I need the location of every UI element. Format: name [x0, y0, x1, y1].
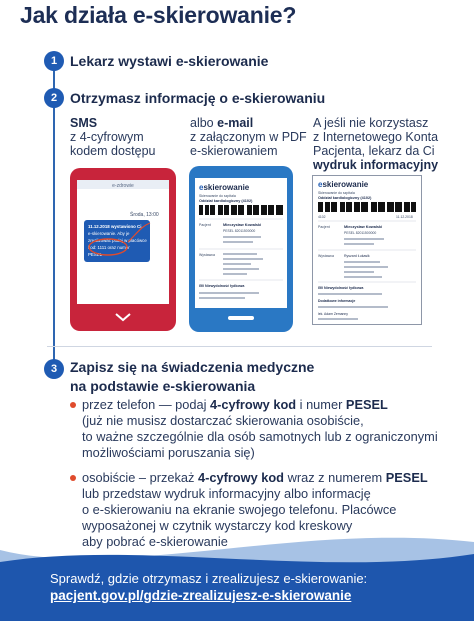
svg-text:Pacjent: Pacjent	[199, 223, 211, 227]
svg-text:Wystawca: Wystawca	[199, 253, 215, 257]
svg-text:11.12.2018 wystawiono Ci: 11.12.2018 wystawiono Ci	[88, 224, 142, 229]
sms-app-header: e-zdrowie	[112, 183, 134, 189]
svg-text:Oddział kardiologiczny (4102): Oddział kardiologiczny (4102)	[318, 196, 372, 200]
list-item: przez telefon — podaj 4-cyfrowy kod i numer PESEL (już nie musisz dostarczać skierowania osobiście, to ważne szczególnie dla osób samotnych lub z ograniczonymi możliwościami poruszania się)	[70, 397, 445, 461]
section-divider	[47, 346, 432, 347]
printout-illustration	[312, 175, 422, 325]
svg-text:4102: 4102	[318, 215, 326, 219]
svg-text:zrealizować podaj w placówce: zrealizować podaj w placówce	[88, 238, 147, 243]
step-1-title: Lekarz wystawi e-skierowanie	[70, 53, 269, 69]
svg-text:Mieczysław Kowalski: Mieczysław Kowalski	[344, 225, 383, 229]
svg-text:Skierowanie do szpitala: Skierowanie do szpitala	[199, 194, 236, 198]
svg-text:Pacjent: Pacjent	[318, 225, 330, 229]
list-item: osobiście – przekaż 4-cyfrowy kod wraz z numerem PESEL lub przedstaw wydruk informacyjny albo informację o e-skierowaniu na ekranie swojego telefonu. Placówce wyposażonej w czytnik wystarczy kod kreskowy aby pobrać e-skierowanie	[70, 470, 445, 550]
barcode	[199, 205, 283, 215]
page-title: Jak działa e-skierowanie?	[20, 2, 297, 28]
svg-text:Ryszard Łukasik: Ryszard Łukasik	[344, 254, 370, 258]
svg-text:e-skierowanie. Aby je: e-skierowanie. Aby je	[88, 231, 130, 236]
step-2-number: 2	[44, 88, 64, 108]
footer-text: Sprawdź, gdzie otrzymasz i zrealizujesz e-skierowanie:	[50, 571, 368, 586]
svg-text:Wystawca: Wystawca	[318, 254, 334, 258]
email-option-label: albo e-mail z załączonym w PDF e-skierowaniem	[190, 116, 307, 158]
home-button-icon	[228, 316, 254, 320]
svg-text:Mieczysław Kowalski: Mieczysław Kowalski	[223, 223, 262, 227]
step-1-number: 1	[44, 51, 64, 71]
email-phone-illustration	[189, 166, 293, 332]
doc-logo: eskierowanie	[318, 180, 369, 189]
step-2-title: Otrzymasz informację o e-skierowaniu	[70, 90, 326, 106]
sms-phone-illustration	[70, 168, 176, 331]
svg-text:lek. Adam Zemanny: lek. Adam Zemanny	[318, 312, 348, 316]
svg-text:Dodatkowe informacje: Dodatkowe informacje	[318, 299, 356, 303]
svg-text:I50 Niewydolność łydkowa: I50 Niewydolność łydkowa	[199, 284, 245, 288]
svg-text:I50 Niewydolność łydkowa: I50 Niewydolność łydkowa	[318, 286, 364, 290]
svg-text:Skierowanie do szpitala: Skierowanie do szpitala	[318, 191, 355, 195]
svg-text:PESEL 82011500000: PESEL 82011500000	[223, 229, 256, 233]
sms-option-label: SMS z 4-cyfrowym kodem dostępu	[70, 116, 156, 158]
svg-text:PESEL 82011500000: PESEL 82011500000	[344, 231, 377, 235]
svg-text:PESEL: PESEL	[88, 252, 103, 257]
svg-text:kod: 1111 oraz numer: kod: 1111 oraz numer	[88, 245, 130, 250]
bullet-dot-icon	[70, 475, 76, 481]
sms-date: Środa, 13:00	[130, 212, 159, 218]
bullet-dot-icon	[70, 402, 76, 408]
svg-text:11.12.2018: 11.12.2018	[396, 215, 413, 219]
barcode	[318, 202, 416, 212]
step-3-number: 3	[44, 359, 64, 379]
footer-link[interactable]: pacjent.gov.pl/gdzie-zrealizujesz-e-skierowanie	[50, 588, 352, 603]
step-3-title: Zapisz się na świadczenia medyczne na podstawie e-skierowania	[70, 359, 315, 394]
doc-logo: eskierowanie	[199, 183, 250, 192]
printout-option-label: A jeśli nie korzystasz z Internetowego Konta Pacjenta, lekarz da Ci wydruk informacyjny	[313, 116, 439, 172]
svg-text:Oddział kardiologiczny (4102): Oddział kardiologiczny (4102)	[199, 199, 253, 203]
